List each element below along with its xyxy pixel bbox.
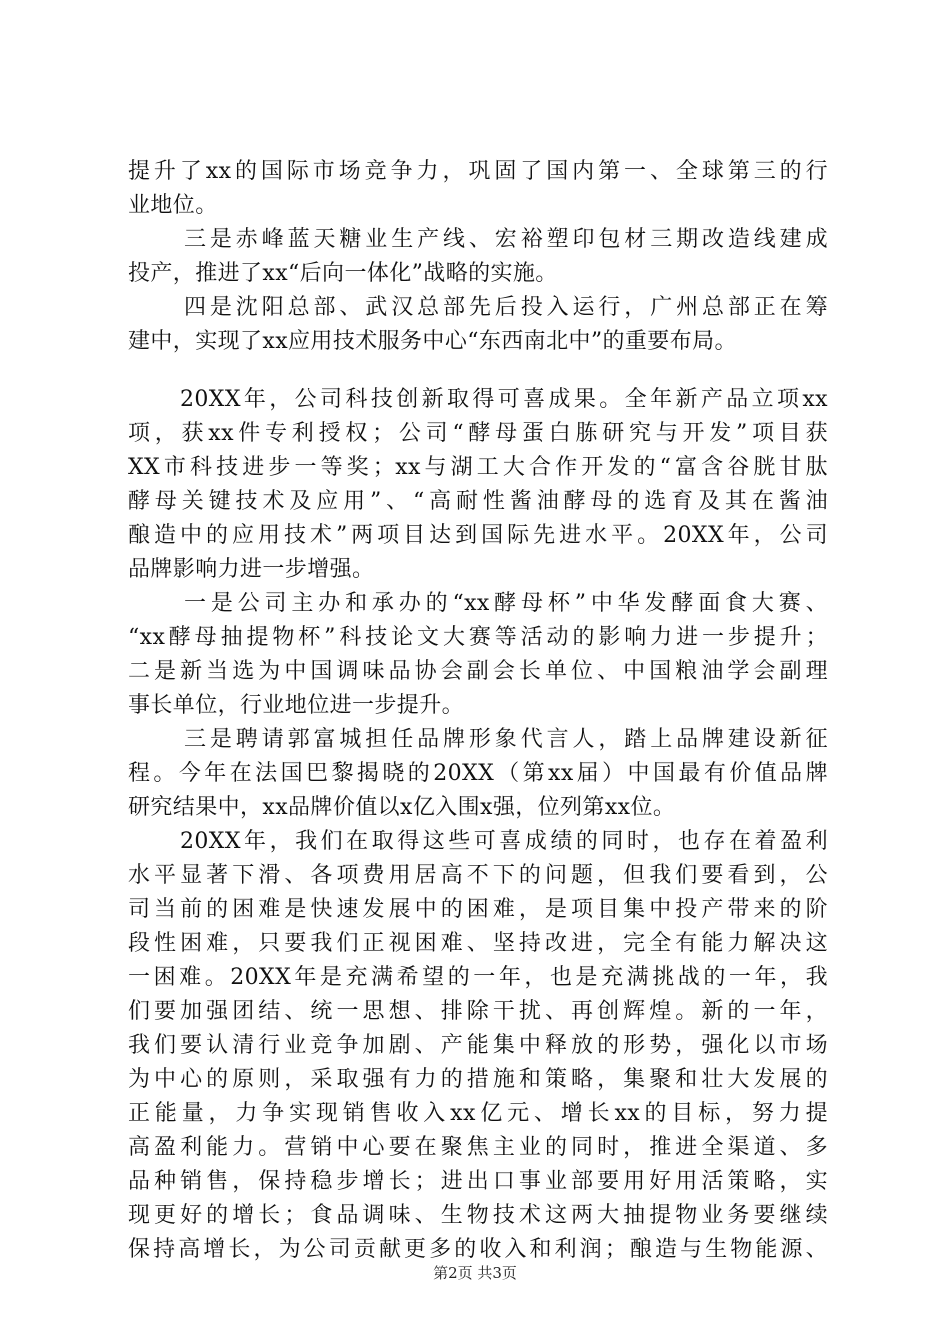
text-line: 品种销售，保持稳步增长；进出口事业部要用好用活策略，实 <box>128 1169 828 1194</box>
text-line: 司当前的困难是快速发展中的困难，是项目集中投产带来的阶 <box>128 897 828 922</box>
text-line: 高盈利能力。营销中心要在聚焦主业的同时，推进全渠道、多 <box>128 1135 828 1160</box>
text-line: 现更好的增长；食品调味、生物技术这两大抽提物业务要继续 <box>128 1203 828 1228</box>
paragraph-6 <box>128 723 828 825</box>
document-body <box>128 155 828 1267</box>
text-line: 投产，推进了xx“后向一体化”战略的实施。 <box>128 261 558 286</box>
page-number-label: 第2页 共3页 <box>433 1264 517 1282</box>
text-line: 程。今年在法国巴黎揭晓的20XX（第xx届）中国最有价值品牌 <box>128 761 828 786</box>
text-line: 研究结果中，xx品牌价值以x亿入围x强，位列第xx位。 <box>128 795 676 820</box>
paragraph-3 <box>128 291 828 359</box>
text-line: 正能量，力争实现销售收入xx亿元、增长xx的目标，努力提 <box>128 1101 828 1126</box>
text-line: 二是新当选为中国调味品协会副会长单位、中国粮油学会副理 <box>128 659 828 684</box>
paragraph-5 <box>128 587 828 723</box>
text-line: XX市科技进步一等奖；xx与湖工大合作开发的“富含谷胱甘肽 <box>128 455 828 480</box>
text-line: 们要加强团结、统一思想、排除干扰、再创辉煌。新的一年， <box>128 999 828 1024</box>
text-line: 建中，实现了xx应用技术服务中心“东西南北中”的重要布局。 <box>128 329 737 354</box>
text-line: 20XX年，公司科技创新取得可喜成果。全年新产品立项xx <box>180 387 828 412</box>
text-line: 事长单位，行业地位进一步提升。 <box>128 693 465 718</box>
text-line: 业地位。 <box>128 193 218 218</box>
paragraph-7 <box>128 825 828 1267</box>
text-line: 三是赤峰蓝天糖业生产线、宏裕塑印包材三期改造线建成 <box>184 227 828 252</box>
text-line: 项，获xx件专利授权；公司“酵母蛋白胨研究与开发”项目获 <box>128 421 828 446</box>
text-line: 品牌影响力进一步增强。 <box>128 557 375 582</box>
text-line: 我们要认清行业竞争加剧、产能集中释放的形势，强化以市场 <box>128 1033 828 1058</box>
text-line: 提升了xx的国际市场竞争力，巩固了国内第一、全球第三的行 <box>128 159 828 184</box>
text-line: 20XX年，我们在取得这些可喜成绩的同时，也存在着盈利 <box>180 829 828 854</box>
text-line: 一是公司主办和承办的“xx酵母杯”中华发酵面食大赛、 <box>184 591 828 616</box>
paragraph-1 <box>128 155 828 223</box>
text-line: 段性困难，只要我们正视困难、坚持改进，完全有能力解决这 <box>128 931 828 956</box>
text-line: 三是聘请郭富城担任品牌形象代言人，踏上品牌建设新征 <box>184 727 828 752</box>
text-line: 保持高增长，为公司贡献更多的收入和利润；酿造与生物能源、 <box>128 1237 828 1262</box>
text-line: 酵母关键技术及应用”、“高耐性酱油酵母的选育及其在酱油 <box>128 489 828 514</box>
paragraph-2 <box>128 223 828 291</box>
paragraph-4 <box>128 383 828 587</box>
text-line: 一困难。20XX年是充满希望的一年，也是充满挑战的一年，我 <box>128 965 828 990</box>
text-line: 酿造中的应用技术”两项目达到国际先进水平。20XX年，公司 <box>128 523 828 548</box>
text-line: 为中心的原则，采取强有力的措施和策略，集聚和壮大发展的 <box>128 1067 828 1092</box>
text-line: “xx酵母抽提物杯”科技论文大赛等活动的影响力进一步提升； <box>128 625 828 650</box>
text-line: 四是沈阳总部、武汉总部先后投入运行，广州总部正在筹 <box>184 295 828 320</box>
page-footer <box>0 1262 950 1283</box>
paragraph-gap <box>128 359 828 383</box>
text-line: 水平显著下滑、各项费用居高不下的问题，但我们要看到，公 <box>128 863 828 888</box>
